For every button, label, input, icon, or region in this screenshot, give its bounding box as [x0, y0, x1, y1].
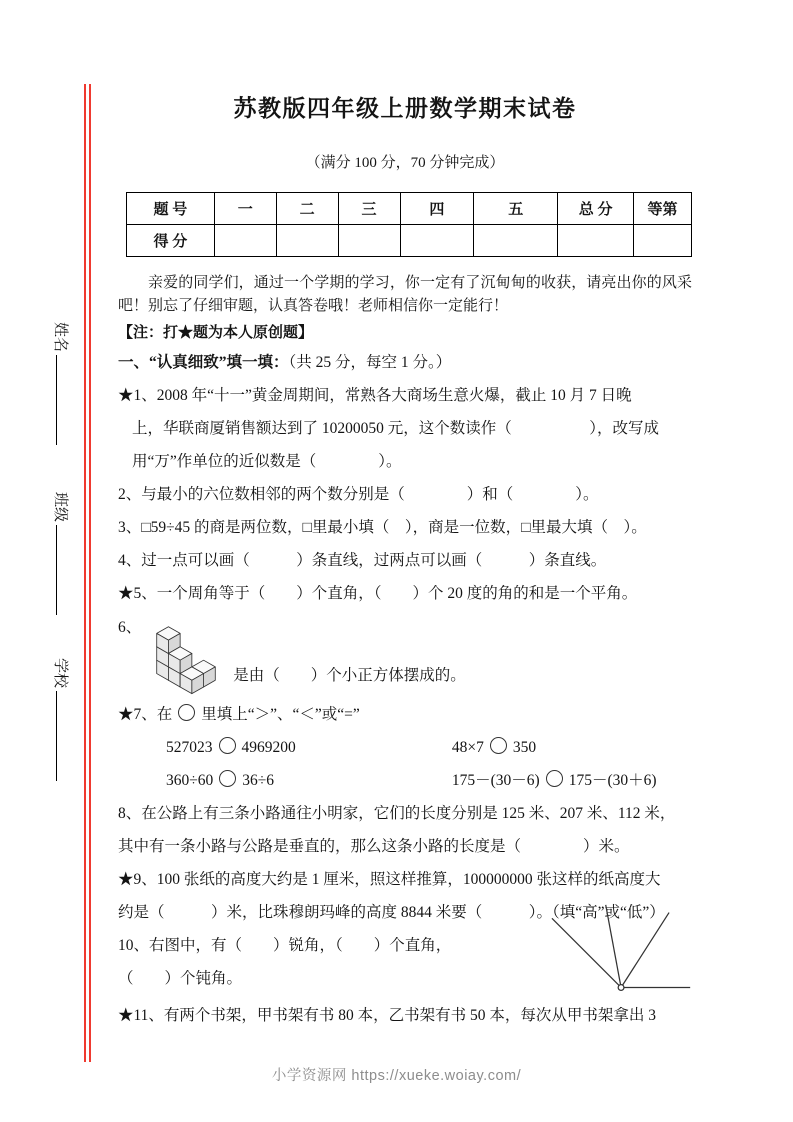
original-question-note: 【注：打★题为本人原创题】 [118, 325, 314, 341]
question-10 [118, 929, 692, 999]
comparison-item: 527023 4969200 [166, 739, 296, 756]
question-4: 4、过一点可以画（ ）条直线，过两点可以画（ ）条直线。 [118, 552, 607, 569]
score-table-score-row [127, 225, 692, 257]
footer [0, 1064, 793, 1085]
class-field [51, 492, 72, 615]
comparison-item: 360÷60 36÷6 [166, 772, 275, 789]
question-line: 其中有一条小路与公路是垂直的，那么这条小路的长度是（ ）米。 [118, 838, 630, 855]
question-3: 3、□59÷45 的商是两位数，□里最小填（ ），商是一位数，□里最大填（ ）。 [118, 519, 647, 536]
question-5: ★5、一个周角等于（ ）个直角，（ ）个 20 度的角的和是一个平角。 [118, 585, 638, 602]
question-7-row-2 [166, 764, 692, 797]
score-table-header-row [127, 193, 692, 225]
header-cell: 五 [474, 193, 558, 225]
comparison-circle-icon [178, 704, 195, 721]
header-cell: 题 号 [127, 193, 215, 225]
page-subtitle: （满分 100 分，70 分钟完成） [305, 155, 505, 171]
binding-line [84, 84, 86, 1062]
footer-url-link[interactable]: https://xueke.woiay.com/ [351, 1068, 522, 1084]
question-line: ★9、100 张纸的高度大约是 1 厘米，照这样推算，100000000 张这样的纸高度大 [118, 871, 661, 888]
question-line: 8、在公路上有三条小路通往小明家，它们的长度分别是 125 米、207 米、112 米， [118, 805, 676, 822]
class-blank-line [56, 525, 72, 615]
score-cell [634, 225, 692, 257]
question-line: （ ）个钝角。 [118, 970, 243, 987]
question-6-caption: 是由（ ）个小正方体摆成的。 [233, 667, 466, 684]
footer-site-name: 小学资源网 [271, 1068, 347, 1084]
score-table [126, 192, 692, 257]
comparison-item: 48×7 350 [451, 739, 537, 756]
question-line: 上，华联商厦销售额达到了 10200050 元，这个数读作（ ），改写成 [132, 420, 660, 437]
intro-paragraph: 亲爱的同学们，通过一个学期的学习，你一定有了沉甸甸的收获，请亮出你的风采吧！别忘了仔细审题，认真答卷哦！老师相信你一定能行！ [118, 275, 692, 314]
comparison-circle-icon [219, 770, 236, 787]
school-label: 学校 [52, 658, 68, 689]
name-field [51, 322, 72, 445]
question-line: ★1、2008 年“十一”黄金周期间，常熟各大商场生意火爆，截止 10 月 7 日晚 [118, 387, 632, 404]
header-cell: 总 分 [558, 193, 634, 225]
class-label: 班级 [52, 492, 68, 523]
angle-figure [548, 903, 692, 999]
header-cell: 等第 [634, 193, 692, 225]
question-7-prompt [118, 698, 692, 731]
header-cell: 一 [214, 193, 276, 225]
question-7-prompt-before: ★7、在 [118, 706, 173, 723]
question-line: 用“万”作单位的近似数是（ ）。 [132, 453, 402, 470]
question-6-number: 6、 [118, 619, 142, 636]
score-cell [558, 225, 634, 257]
score-cell [400, 225, 474, 257]
question-10-text [118, 929, 522, 995]
section-1-heading-title: 一、“认真细致”填一填： [118, 354, 289, 371]
name-blank-line [56, 355, 72, 445]
section-1-questions [118, 379, 692, 1032]
question-6 [118, 613, 692, 697]
exam-page [118, 86, 692, 1032]
header-cell: 三 [338, 193, 400, 225]
score-cell [276, 225, 338, 257]
question-line: 约是（ ）米，比珠穆朗玛峰的高度 8844 米要（ ）。（填“高”或“低”） [118, 904, 665, 921]
question-1 [118, 379, 692, 478]
question-7-row-1 [166, 731, 692, 764]
comparison-item: 175－(30－6) 175－(30＋6) [451, 772, 657, 789]
question-7-prompt-after: 里填上“＞”、“＜”或“=” [201, 706, 360, 723]
question-8 [118, 797, 692, 863]
section-1-heading-points: （共 25 分，每空 1 分。） [288, 354, 452, 371]
score-label-cell: 得 分 [127, 225, 215, 257]
cube-figure [153, 615, 219, 697]
header-cell: 四 [400, 193, 474, 225]
school-field [51, 658, 72, 781]
name-label: 姓名 [52, 322, 68, 353]
school-blank-line [56, 691, 72, 781]
question-11: ★11、有两个书架，甲书架有书 80 本，乙书架有书 50 本，每次从甲书架拿出 3 [118, 1007, 657, 1024]
section-1-heading [118, 351, 692, 375]
comparison-circle-icon [546, 770, 563, 787]
binding-line [89, 84, 91, 1062]
score-cell [338, 225, 400, 257]
header-cell: 二 [276, 193, 338, 225]
score-cell [474, 225, 558, 257]
comparison-circle-icon [490, 737, 507, 754]
question-7 [118, 698, 692, 797]
comparison-circle-icon [219, 737, 236, 754]
score-cell [214, 225, 276, 257]
question-line: 10、右图中，有（ ）锐角，（ ）个直角， [118, 937, 452, 954]
question-2: 2、与最小的六位数相邻的两个数分别是（ ）和（ ）。 [118, 486, 599, 503]
page-title: 苏教版四年级上册数学期末试卷 [233, 96, 577, 121]
